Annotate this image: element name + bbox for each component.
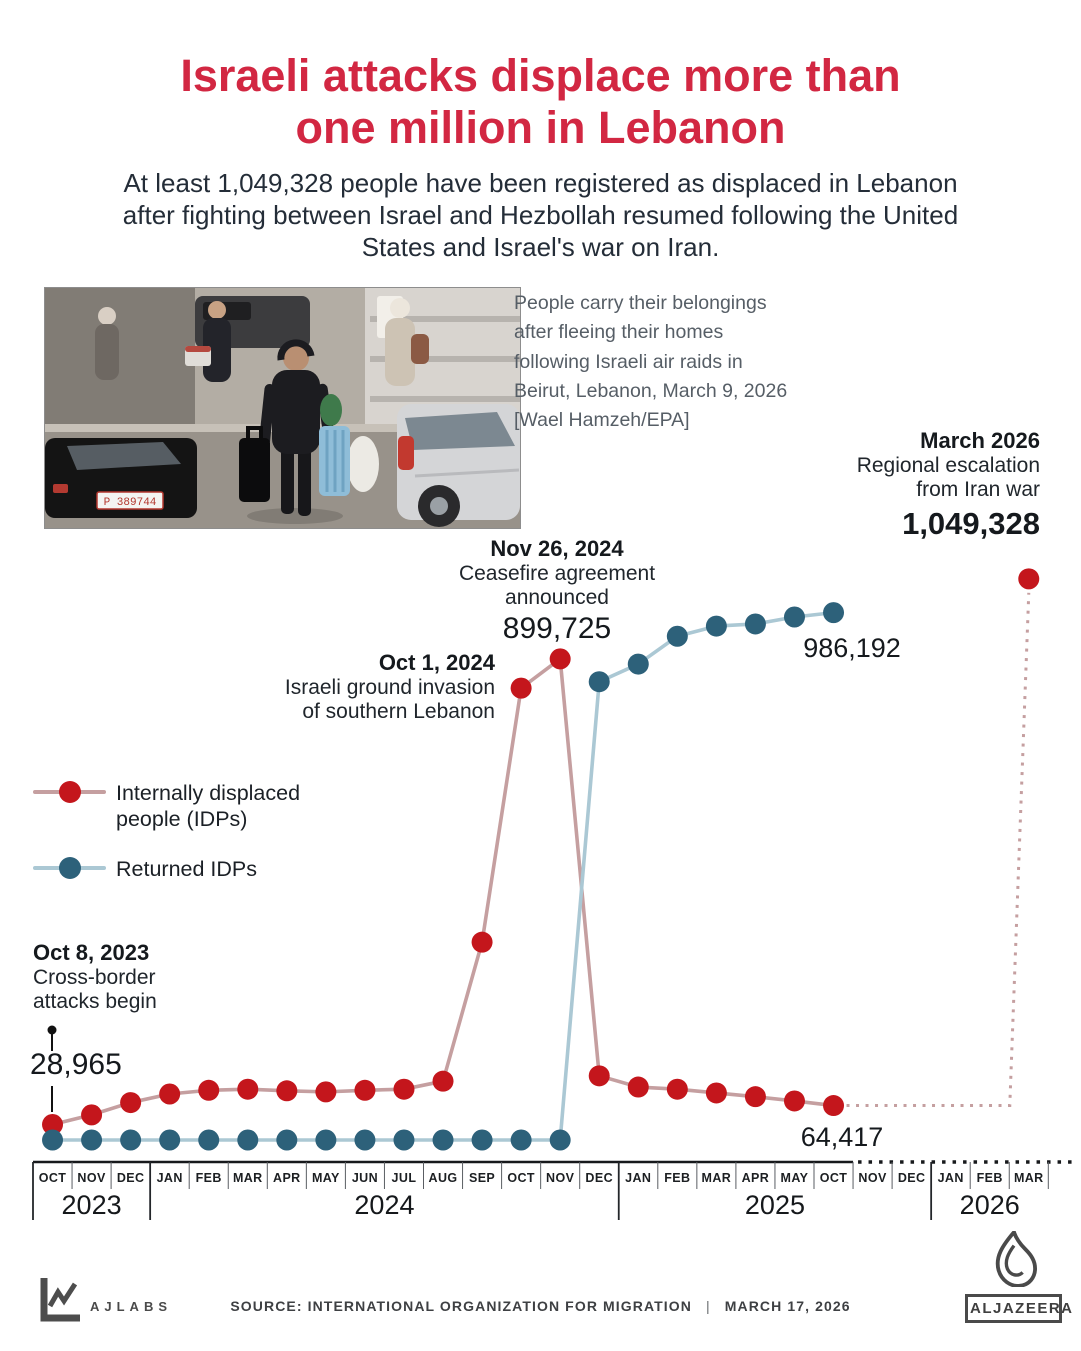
ajlabs-chart-icon	[38, 1276, 84, 1324]
svg-text:NOV: NOV	[77, 1171, 106, 1185]
svg-text:APR: APR	[741, 1171, 770, 1185]
svg-text:OCT: OCT	[819, 1171, 848, 1185]
legend-label-returned: Returned IDPs	[116, 856, 258, 881]
legend-label-idps: Internally displaced people (IDPs)	[116, 781, 301, 831]
svg-text:FEB: FEB	[664, 1171, 691, 1185]
svg-text:DEC: DEC	[116, 1171, 145, 1185]
source-date: MARCH 17, 2026	[724, 1298, 851, 1314]
legend-item-returned	[33, 857, 354, 883]
svg-text:JUN: JUN	[351, 1171, 379, 1185]
annotation-cross-border: Oct 8, 2023 Cross-border attacks begin	[33, 940, 157, 1013]
ajlabs-logo	[38, 1276, 172, 1324]
returned-line-swatch	[33, 866, 106, 870]
value-28965: 28,965	[30, 1048, 122, 1081]
svg-text:2025: 2025	[744, 1190, 805, 1220]
svg-text:AUG: AUG	[428, 1171, 458, 1185]
svg-text:2024: 2024	[354, 1190, 415, 1220]
value-986192: 986,192	[803, 633, 901, 663]
svg-text:MAR: MAR	[701, 1171, 732, 1185]
annotation-march-2026: March 2026 Regional escalation from Iran war 1,049,328	[856, 428, 1040, 541]
page-subtitle: At least 1,049,328 people have been registered as displaced in Lebanon after fighting between Israel and Hezbollah resumed following the United States and Israel's war on Iran.	[122, 168, 959, 263]
svg-text:FEB: FEB	[976, 1171, 1003, 1185]
svg-text:SEP: SEP	[468, 1171, 496, 1185]
svg-text:DEC: DEC	[585, 1171, 614, 1185]
svg-text:MAR: MAR	[232, 1171, 263, 1185]
idp-line-swatch	[33, 790, 106, 794]
ajlabs-label: AJLABS	[90, 1299, 173, 1314]
aljazeera-flame-icon	[991, 1231, 1037, 1287]
idp-dot-icon	[59, 781, 81, 803]
svg-text:DEC: DEC	[897, 1171, 926, 1185]
source-line	[230, 1298, 850, 1314]
source-text: SOURCE: INTERNATIONAL ORGANIZATION FOR MIGRATION	[230, 1298, 692, 1314]
svg-text:JAN: JAN	[937, 1171, 964, 1185]
legend-item-idps	[33, 781, 354, 833]
svg-text:MAY: MAY	[311, 1171, 340, 1185]
svg-text:JUL: JUL	[391, 1171, 417, 1185]
photo-caption: People carry their belongings after fleeing their homes following Israeli air raids in Beirut, Lebanon, March 9, 2026 [Wael Hamzeh/EPA]	[514, 292, 788, 431]
svg-text:APR: APR	[273, 1171, 301, 1185]
license-plate: P 389744	[103, 497, 157, 509]
svg-text:MAR: MAR	[1013, 1171, 1044, 1185]
svg-text:JAN: JAN	[625, 1171, 652, 1185]
svg-text:OCT: OCT	[507, 1171, 535, 1185]
svg-text:NOV: NOV	[546, 1171, 575, 1185]
svg-text:FEB: FEB	[195, 1171, 222, 1185]
annotation-ceasefire: Nov 26, 2024 Ceasefire agreement announced 899,725	[458, 536, 656, 645]
value-899725: 899,725	[502, 612, 612, 645]
value-64417: 64,417	[800, 1122, 884, 1152]
svg-text:MAY: MAY	[780, 1171, 809, 1185]
aljazeera-logo	[965, 1231, 1074, 1323]
source-divider: |	[706, 1298, 711, 1314]
svg-text:2026: 2026	[959, 1190, 1020, 1220]
page-title: Israeli attacks displace more than one million in Lebanon	[180, 50, 901, 154]
aljazeera-wordmark: ALJAZEERA	[965, 1294, 1062, 1323]
value-1049328: 1,049,328	[902, 506, 1040, 541]
chart-legend	[33, 781, 354, 906]
annotation-ground-invasion: Oct 1, 2024 Israeli ground invasion of southern Lebanon	[284, 650, 495, 723]
returned-dot-icon	[59, 857, 81, 879]
svg-text:JAN: JAN	[156, 1171, 183, 1185]
svg-text:NOV: NOV	[858, 1171, 887, 1185]
svg-text:2023: 2023	[61, 1190, 122, 1220]
svg-text:OCT: OCT	[38, 1171, 67, 1185]
